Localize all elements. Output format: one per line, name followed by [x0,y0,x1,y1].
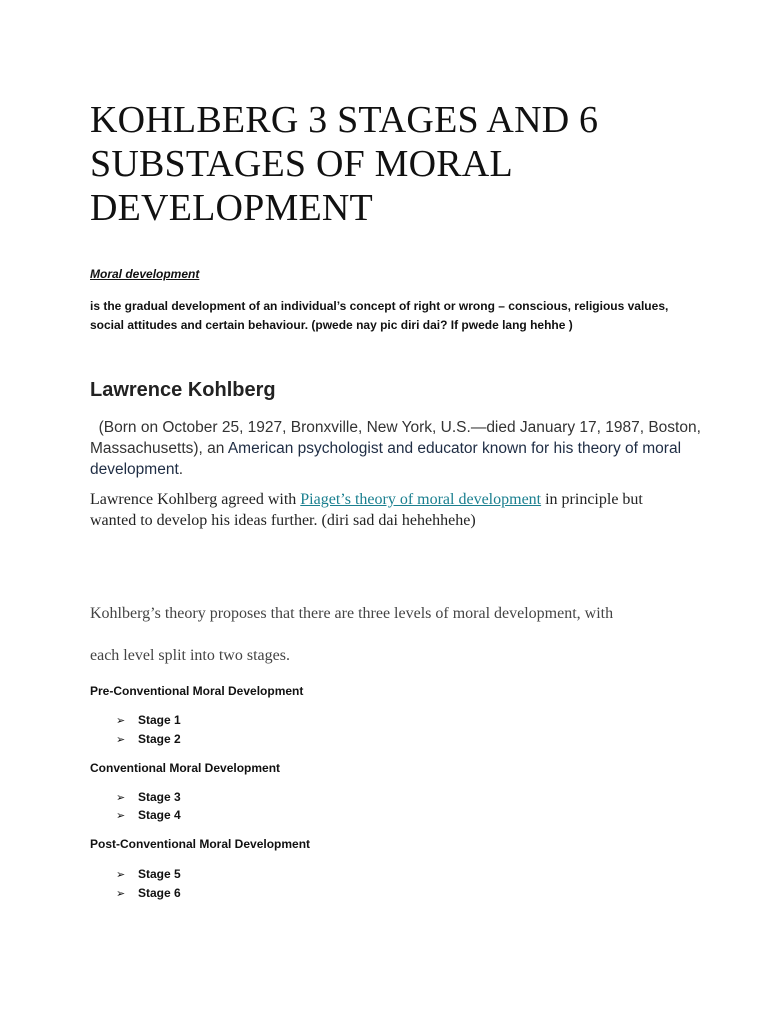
stage-item [116,867,181,881]
stage-item [116,808,181,822]
stage-label: Stage 2 [138,732,181,746]
bio-text-highlight: American psychologist and educator known for his theory of moral development [90,440,682,478]
stage-item [116,732,181,746]
kohlberg-bio [90,417,720,480]
kohlberg-agree-paragraph [90,489,690,531]
kohlberg-heading: Lawrence Kohlberg [90,379,276,401]
stage-label: Stage 5 [138,867,181,881]
theory-line-1: Kohlberg’s theory proposes that there are three levels of moral development, with [90,605,614,622]
stage-item [116,886,181,900]
document-title: KOHLBERG 3 STAGES AND 6 SUBSTAGES OF MORAL DEVELOPMENT [90,99,599,229]
bullet-arrow-icon: ➢ [116,792,126,804]
theory-line-2: each level split into two stages. [90,647,290,664]
agree-text-after: in principle but wanted to develop his ideas further. (diri sad dai hehehhehe) [90,491,643,529]
stage-label: Stage 3 [138,790,181,804]
bio-text-part3: . [178,461,184,478]
stage-item [116,790,181,804]
bullet-arrow-icon: ➢ [116,734,126,746]
moral-development-label: Moral development [90,267,200,281]
bullet-arrow-icon: ➢ [116,810,126,822]
bullet-arrow-icon: ➢ [116,869,126,881]
level-heading-post-conventional: Post-Conventional Moral Development [90,837,311,851]
stage-label: Stage 4 [138,808,181,822]
agree-text-before: Lawrence Kohlberg agreed with [90,491,301,508]
stage-label: Stage 6 [138,886,181,900]
level-heading-pre-conventional: Pre-Conventional Moral Development [90,684,304,698]
level-heading-conventional: Conventional Moral Development [90,761,281,775]
stage-item [116,713,181,727]
piaget-theory-link[interactable]: Piaget’s theory of moral development [300,491,542,508]
stage-label: Stage 1 [138,713,181,727]
bio-text-part1: (Born on October 25, 1927, Bronxville, New York, U.S.—died January 17, 1987, Boston, Massachusetts), an [90,419,701,457]
moral-development-definition: is the gradual development of an individual’s concept of right or wrong – conscious, religious values, social attitudes and certain behaviour. (pwede nay pic diri dai? If pwede lang hehhe ) [90,299,669,332]
bullet-arrow-icon: ➢ [116,888,126,900]
bullet-arrow-icon: ➢ [116,715,126,727]
